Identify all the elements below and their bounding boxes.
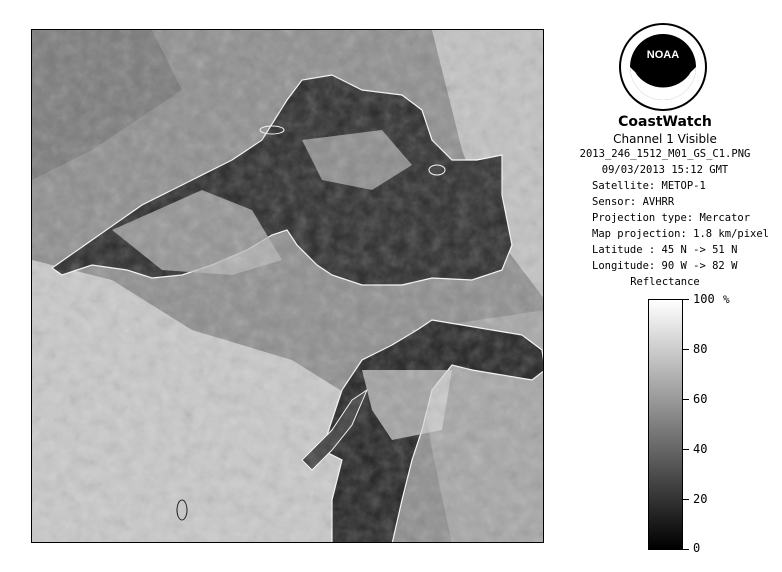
tick-label-0: 0 <box>693 541 701 555</box>
info-panel <box>560 22 770 562</box>
datetime: 09/03/2013 15:12 GMT <box>601 164 729 176</box>
channel-label: Channel 1 Visible <box>613 132 717 146</box>
tick-label-80: 80 <box>693 342 708 356</box>
satellite: Satellite: METOP-1 <box>592 180 706 192</box>
latitude: Latitude : 45 N -> 51 N <box>592 244 738 256</box>
tick-60 <box>683 399 689 400</box>
tick-100 <box>683 299 689 300</box>
tick-label-100: 100 <box>693 292 715 306</box>
sensor: Sensor: AVHRR <box>592 196 675 208</box>
tick-label-60: 60 <box>693 392 708 406</box>
app-title: CoastWatch <box>618 114 712 130</box>
legend-unit: % <box>723 293 730 306</box>
satellite-image <box>31 29 544 543</box>
filename: 2013_246_1512_M01_GS_C1.PNG <box>579 148 751 160</box>
reflectance-colorbar <box>648 299 683 550</box>
logo-text: NOAA <box>646 49 680 61</box>
tick-0 <box>683 549 689 550</box>
tick-20 <box>683 499 689 500</box>
noaa-logo <box>618 22 708 112</box>
tick-80 <box>683 349 689 350</box>
legend-title: Reflectance <box>630 276 700 288</box>
tick-label-40: 40 <box>693 442 708 456</box>
map-projection: Map projection: 1.8 km/pixel <box>592 228 770 240</box>
satellite-map <box>32 30 544 543</box>
tick-label-20: 20 <box>693 492 708 506</box>
longitude: Longitude: 90 W -> 82 W <box>592 260 738 272</box>
tick-40 <box>683 449 689 450</box>
projection-type: Projection type: Mercator <box>592 212 751 224</box>
